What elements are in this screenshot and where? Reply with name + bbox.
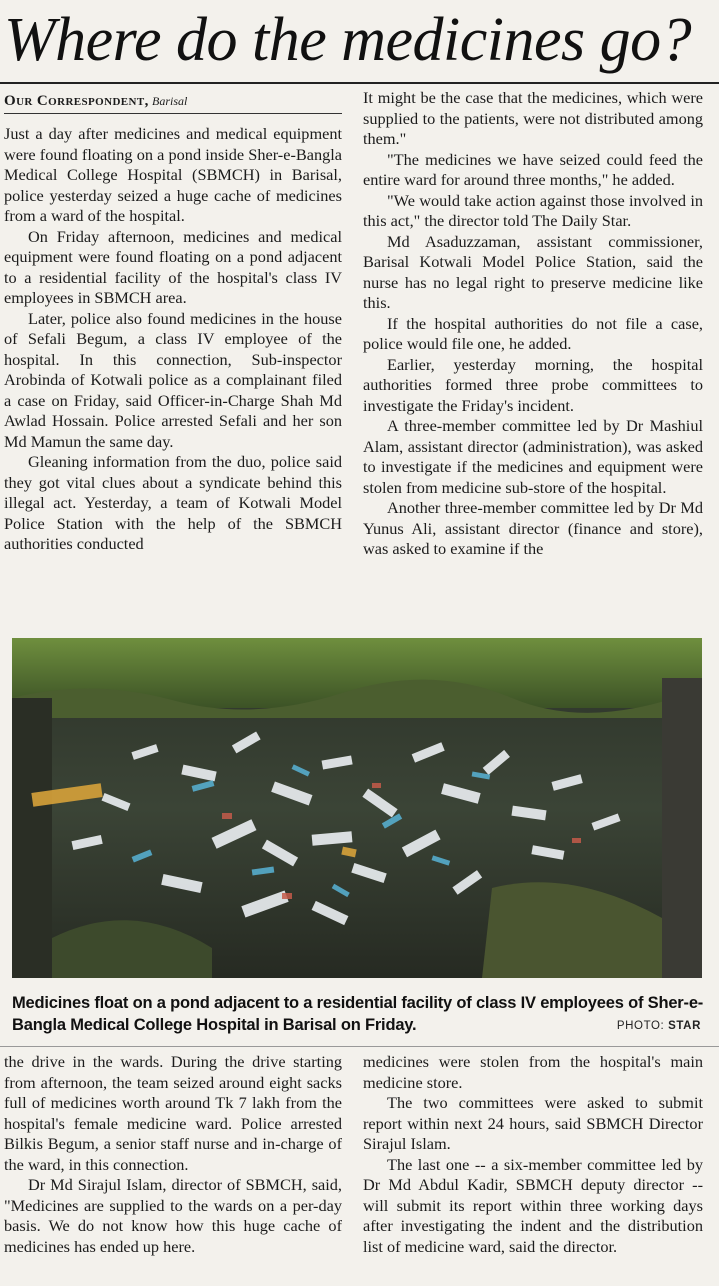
news-photo: [12, 638, 702, 978]
paragraph: It might be the case that the medicines, which were supplied to the patients, were not distributed among them.": [363, 88, 703, 148]
photo-credit-label: PHOTO:: [616, 1020, 665, 1032]
column-4: [363, 1052, 703, 1284]
paragraph: Just a day after medicines and medical equipment were found floating on a pond inside Sher-e-Bangla Medical College Hospital (SBMCH) in Barisal, police yesterday seized a huge cache of medicines from a ward of the hospital.: [4, 124, 342, 225]
paragraph: Another three-member committee led by Dr Md Yunus Ali, assistant director (finance and store), was asked to examine if the: [363, 498, 703, 558]
paragraph: A three-member committee led by Dr Mashiul Alam, assistant director (administration), was asked to investigate if the medicines and equipment were stolen from medicine sub-store of the hospital.: [363, 416, 703, 497]
paragraph: "We would take action against those involved in this act," the director told The Daily Star.: [363, 190, 703, 230]
paragraph: On Friday afternoon, medicines and medical equipment were found floating on a pond adjacent to a residential facility of the hospital's class IV employees in SBMCH area.: [4, 226, 342, 307]
paragraph: Gleaning information from the duo, police said they got vital clues about a syndicate behind this illegal act. Yesterday, a team of Kotwali Model Police Station with the help of the SBMCH authorities conducted: [4, 452, 342, 553]
photo-caption: Medicines float on a pond adjacent to a residential facility of class IV employees of Sher-e-Bangla Medical College Hospital in Barisal on Friday.: [12, 994, 704, 1034]
paragraph: "The medicines we have seized could feed the entire ward for around three months," he added.: [363, 149, 703, 189]
paragraph: Dr Md Sirajul Islam, director of SBMCH, said, "Medicines are supplied to the wards on a per-day basis. We do not know how this huge cache of medicines has ended up here.: [4, 1175, 342, 1256]
caption-rule: [0, 1046, 719, 1047]
headline: Where do the medicines go?: [4, 6, 692, 74]
photo-credit: [617, 1020, 701, 1040]
byline-name: Our Correspondent,: [4, 93, 149, 109]
byline-place: Barisal: [152, 94, 188, 108]
paragraph: Later, police also found medicines in the house of Sefali Begum, a class IV employee of the hospital. In this connection, Sub-inspector Arobinda of Kotwali police as a complainant filed a case on Friday, said Officer-in-Charge Shah Md Awlad Hossain. Police arrested Sefali and her son Md Mamun the same day.: [4, 308, 342, 451]
column-2: [363, 88, 703, 614]
paragraph: The two committees were asked to submit report within next 24 hours, said SBMCH Director Sirajul Islam.: [363, 1093, 703, 1153]
paragraph: medicines were stolen from the hospital's main medicine store.: [363, 1052, 703, 1092]
paragraph: the drive in the wards. During the drive starting from afternoon, the team seized around eight sacks full of medicines worth around Tk 7 lakh from the hospital's female medicine ward. Police arrested Bilkis Begum, a senior staff nurse and in-charge of the ward, in this connection.: [4, 1052, 342, 1174]
paragraph: Md Asaduzzaman, assistant commissioner, Barisal Kotwali Model Police Station, said the nurse has no legal right to preserve medicine like this.: [363, 231, 703, 312]
photo-credit-source: STAR: [668, 1020, 701, 1032]
byline-rule: [4, 113, 342, 114]
column-3: [4, 1052, 342, 1284]
paragraph: The last one -- a six-member committee led by Dr Md Abdul Kadir, SBMCH deputy director -- will submit its report within three working days after investigating the indent and the distribution list of medicine ward, said the director.: [363, 1154, 703, 1256]
headline-rule: [0, 82, 719, 84]
paragraph: If the hospital authorities do not file a case, police would file one, he added.: [363, 313, 703, 353]
byline: [4, 91, 342, 113]
pond-photo-illustration: [12, 638, 702, 978]
paragraph: Earlier, yesterday morning, the hospital authorities formed three probe committees to investigate the Friday's incident.: [363, 354, 703, 415]
column-1: [4, 124, 342, 612]
